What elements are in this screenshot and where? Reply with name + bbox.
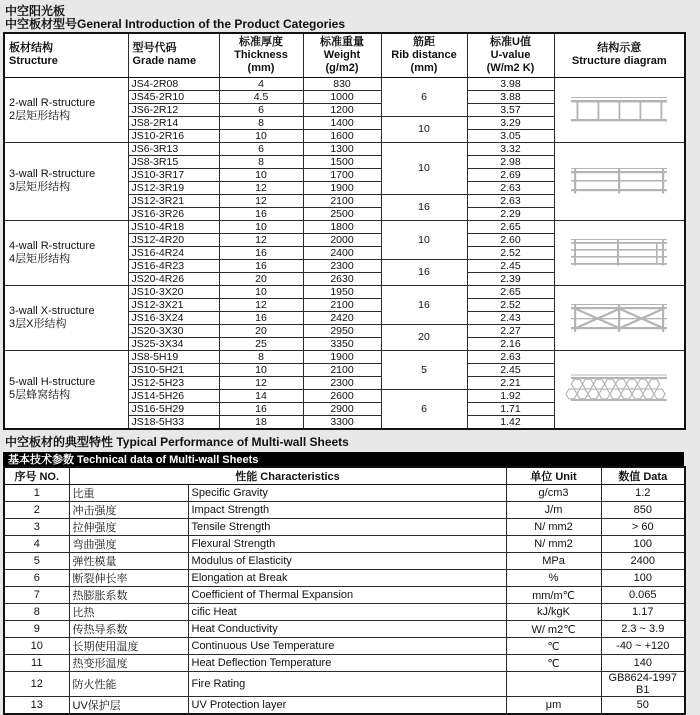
characteristic-zh-cell: 长期使用温度	[69, 638, 188, 655]
row-no-cell: 12	[4, 672, 69, 697]
data-cell: 2.3 ~ 3.9	[601, 621, 685, 638]
grade-cell: JS16-4R24	[128, 246, 219, 259]
structure-name-zh: 2层矩形结构	[9, 109, 71, 122]
data-cell: 850	[601, 502, 685, 519]
header-unit: (W/m2 K)	[486, 61, 535, 74]
thickness-cell: 4.5	[219, 90, 303, 103]
thickness-cell: 16	[219, 207, 303, 220]
weight-cell: 2900	[303, 402, 381, 415]
tech-row	[4, 519, 685, 536]
structure-name-en: 3-wall R-structure	[9, 168, 96, 180]
grade-cell: JS12-5H23	[128, 376, 219, 389]
row-no-cell: 7	[4, 587, 69, 604]
thickness-cell: 10	[219, 129, 303, 142]
weight-cell: 2600	[303, 389, 381, 402]
product-row	[4, 220, 685, 233]
thickness-cell: 12	[219, 181, 303, 194]
thickness-cell: 12	[219, 194, 303, 207]
grade-cell: JS14-5H26	[128, 389, 219, 402]
header-zh: 标准U值	[490, 35, 531, 48]
thickness-cell: 14	[219, 389, 303, 402]
row-no-cell: 11	[4, 655, 69, 672]
thickness-cell: 20	[219, 324, 303, 337]
u-value-cell: 2.63	[467, 181, 554, 194]
characteristic-en-cell: Specific Gravity	[188, 485, 506, 502]
thickness-cell: 16	[219, 259, 303, 272]
thickness-cell: 4	[219, 77, 303, 90]
weight-cell: 2420	[303, 311, 381, 324]
row-no-cell: 5	[4, 553, 69, 570]
weight-cell: 1900	[303, 350, 381, 363]
weight-cell: 1200	[303, 103, 381, 116]
u-value-cell: 2.27	[467, 324, 554, 337]
u-value-cell: 3.57	[467, 103, 554, 116]
data-cell: 100	[601, 536, 685, 553]
u-value-cell: 3.05	[467, 129, 554, 142]
u-value-cell: 3.88	[467, 90, 554, 103]
thickness-cell: 10	[219, 285, 303, 298]
rib-distance-cell: 20	[381, 324, 467, 350]
u-value-cell: 2.98	[467, 155, 554, 168]
data-cell: GB8624-1997 B1	[601, 672, 685, 697]
product-row	[4, 285, 685, 298]
structure-diagram-cell	[554, 77, 685, 142]
weight-cell: 2500	[303, 207, 381, 220]
rib-distance-cell: 5	[381, 350, 467, 389]
characteristic-en-cell: Fire Rating	[188, 672, 506, 697]
u-value-cell: 2.63	[467, 194, 554, 207]
structure-name-zh: 3层矩形结构	[9, 181, 71, 193]
col-header-weight	[303, 33, 381, 77]
grade-cell: JS6-2R12	[128, 103, 219, 116]
weight-cell: 2000	[303, 233, 381, 246]
weight-cell: 1700	[303, 168, 381, 181]
structure-cell	[4, 77, 128, 142]
grade-cell: JS18-5H33	[128, 415, 219, 429]
grade-cell: JS6-3R13	[128, 142, 219, 155]
u-value-cell: 2.45	[467, 259, 554, 272]
thickness-cell: 6	[219, 103, 303, 116]
header-zh: 标准重量	[320, 35, 364, 48]
characteristic-en-cell: Modulus of Elasticity	[188, 553, 506, 570]
unit-cell: N/ mm2	[506, 519, 601, 536]
grade-cell: JS10-5H21	[128, 363, 219, 376]
thickness-cell: 25	[219, 337, 303, 350]
col-header-thickness	[219, 33, 303, 77]
product-row	[4, 142, 685, 155]
thickness-cell: 12	[219, 298, 303, 311]
u-value-cell: 2.65	[467, 285, 554, 298]
weight-cell: 2630	[303, 272, 381, 285]
tech-header-bar: 基本技术参数 Technical data of Multi-wall Sheets	[3, 452, 684, 466]
structure-cell	[4, 142, 128, 220]
header-en: Rib distance	[391, 48, 457, 61]
header-en: Structure diagram	[571, 55, 667, 68]
u-value-cell: 2.63	[467, 350, 554, 363]
characteristic-zh-cell: 比热	[69, 604, 188, 621]
grade-cell: JS10-4R18	[128, 220, 219, 233]
unit-cell: N/ mm2	[506, 536, 601, 553]
grade-cell: JS12-3R19	[128, 181, 219, 194]
header-en: Weight	[323, 48, 361, 61]
rib-distance-cell: 16	[381, 285, 467, 324]
characteristic-zh-cell: 传热导系数	[69, 621, 188, 638]
characteristic-zh-cell: 断裂伸长率	[69, 570, 188, 587]
structure-name-zh: 4层矩形结构	[9, 252, 71, 265]
grade-cell: JS8-2R14	[128, 116, 219, 129]
unit-cell: μm	[506, 697, 601, 715]
thickness-cell: 6	[219, 142, 303, 155]
weight-cell: 1900	[303, 181, 381, 194]
thickness-cell: 10	[219, 220, 303, 233]
grade-cell: JS4-2R08	[128, 77, 219, 90]
data-cell: 0.065	[601, 587, 685, 604]
structure-diagram-cell	[554, 142, 685, 220]
rib-distance-cell: 16	[381, 259, 467, 285]
row-no-cell: 9	[4, 621, 69, 638]
rib-distance-cell: 6	[381, 389, 467, 429]
col-header-data: 数值 Data	[601, 467, 685, 485]
tech-row	[4, 655, 685, 672]
product-row	[4, 77, 685, 90]
weight-cell: 1800	[303, 220, 381, 233]
structure-name-en: 5-wall H-structure	[9, 376, 96, 388]
thickness-cell: 10	[219, 363, 303, 376]
x-3wall-diagram	[567, 301, 671, 335]
honeycomb-5wall-diagram	[567, 372, 671, 406]
header-en: Structure	[9, 55, 58, 68]
row-no-cell: 4	[4, 536, 69, 553]
header-zh: 结构示意	[597, 42, 642, 55]
unit-cell: MPa	[506, 553, 601, 570]
row-no-cell: 6	[4, 570, 69, 587]
characteristic-en-cell: Heat Conductivity	[188, 621, 506, 638]
row-no-cell: 2	[4, 502, 69, 519]
u-value-cell: 2.16	[467, 337, 554, 350]
grade-cell: JS8-5H19	[128, 350, 219, 363]
tech-row	[4, 638, 685, 655]
thickness-cell: 16	[219, 311, 303, 324]
col-header-structure-diagram	[554, 33, 685, 77]
unit-cell: kJ/kgK	[506, 604, 601, 621]
col-header-u-value	[467, 33, 554, 77]
characteristic-zh-cell: 热变形温度	[69, 655, 188, 672]
thickness-cell: 12	[219, 233, 303, 246]
grade-cell: JS16-3X24	[128, 311, 219, 324]
u-value-cell: 2.65	[467, 220, 554, 233]
col-header-unit: 单位 Unit	[506, 467, 601, 485]
characteristic-en-cell: Tensile Strength	[188, 519, 506, 536]
u-value-cell: 1.92	[467, 389, 554, 402]
thickness-cell: 20	[219, 272, 303, 285]
weight-cell: 1950	[303, 285, 381, 298]
structure-diagram-cell	[554, 220, 685, 285]
characteristic-zh-cell: 热膨胀系数	[69, 587, 188, 604]
tech-row	[4, 604, 685, 621]
tech-row	[4, 553, 685, 570]
grade-cell: JS16-4R23	[128, 259, 219, 272]
unit-cell: W/ m2℃	[506, 621, 601, 638]
tech-section-title: 中空板材的典型特性 Typical Performance of Multi-wall Sheets	[5, 435, 349, 449]
u-value-cell: 2.52	[467, 298, 554, 311]
col-header-characteristics: 性能 Characteristics	[69, 467, 506, 485]
weight-cell: 2300	[303, 259, 381, 272]
structure-name-en: 3-wall X-structure	[9, 304, 95, 317]
header-zh: 筋距	[413, 35, 435, 48]
rib-distance-cell: 10	[381, 142, 467, 194]
characteristic-en-cell: Coefficient of Thermal Expansion	[188, 587, 506, 604]
unit-cell	[506, 672, 601, 697]
thickness-cell: 12	[219, 376, 303, 389]
characteristic-zh-cell: 防火性能	[69, 672, 188, 697]
structure-diagram-cell	[554, 350, 685, 429]
grade-cell: JS12-4R20	[128, 233, 219, 246]
header-zh: 板材结构	[9, 42, 53, 55]
grade-cell: JS10-2R16	[128, 129, 219, 142]
page-title: 中空阳光板	[5, 4, 66, 18]
header-zh: 型号代码	[132, 42, 177, 55]
header-unit: (mm)	[247, 61, 275, 74]
rib-distance-cell: 16	[381, 194, 467, 220]
col-header-structure	[4, 33, 128, 77]
u-value-cell: 3.29	[467, 116, 554, 129]
thickness-cell: 8	[219, 155, 303, 168]
tech-tbody	[4, 485, 685, 715]
col-header-rib-distance	[381, 33, 467, 77]
grade-cell: JS20-3X30	[128, 324, 219, 337]
data-cell: 1.2	[601, 485, 685, 502]
u-value-cell: 2.52	[467, 246, 554, 259]
characteristic-en-cell: Continuous Use Temperature	[188, 638, 506, 655]
structure-name-zh: 5层蜂窝结构	[9, 389, 71, 401]
characteristic-en-cell: Heat Deflection Temperature	[188, 655, 506, 672]
row-no-cell: 1	[4, 485, 69, 502]
tech-header-row	[4, 467, 685, 485]
u-value-cell: 2.43	[467, 311, 554, 324]
tech-row	[4, 485, 685, 502]
rib-distance-cell: 10	[381, 220, 467, 259]
unit-cell: g/cm3	[506, 485, 601, 502]
tech-row	[4, 502, 685, 519]
weight-cell: 3300	[303, 415, 381, 429]
grade-cell: JS12-3R21	[128, 194, 219, 207]
weight-cell: 3350	[303, 337, 381, 350]
unit-cell: J/m	[506, 502, 601, 519]
structure-cell	[4, 285, 128, 350]
grade-cell: JS45-2R10	[128, 90, 219, 103]
page-subtitle: 中空板材型号General Introduction of the Product Categories	[5, 17, 346, 31]
u-value-cell: 2.29	[467, 207, 554, 220]
weight-cell: 1000	[303, 90, 381, 103]
col-header-grade-name	[128, 33, 219, 77]
rib-distance-cell: 6	[381, 77, 467, 116]
u-value-cell: 2.39	[467, 272, 554, 285]
header-en: Grade name	[132, 55, 197, 68]
u-value-cell: 1.71	[467, 402, 554, 415]
thickness-cell: 8	[219, 116, 303, 129]
weight-cell: 1500	[303, 155, 381, 168]
characteristic-zh-cell: 弯曲强度	[69, 536, 188, 553]
data-cell: 100	[601, 570, 685, 587]
u-value-cell: 2.69	[467, 168, 554, 181]
structure-diagram-cell	[554, 285, 685, 350]
u-value-cell: 3.32	[467, 142, 554, 155]
weight-cell: 2950	[303, 324, 381, 337]
characteristic-en-cell: cific Heat	[188, 604, 506, 621]
weight-cell: 1300	[303, 142, 381, 155]
row-no-cell: 8	[4, 604, 69, 621]
thickness-cell: 18	[219, 415, 303, 429]
tech-row	[4, 570, 685, 587]
u-value-cell: 1.42	[467, 415, 554, 429]
unit-cell: ℃	[506, 638, 601, 655]
structure-name-en: 4-wall R-structure	[9, 239, 96, 252]
row-no-cell: 13	[4, 697, 69, 715]
products-table-wrap	[3, 32, 684, 430]
tech-table	[3, 466, 686, 715]
header-unit: (mm)	[410, 61, 438, 74]
grade-cell: JS20-4R26	[128, 272, 219, 285]
structure-cell	[4, 350, 128, 429]
grade-cell: JS25-3X34	[128, 337, 219, 350]
data-cell: > 60	[601, 519, 685, 536]
data-cell: 1.17	[601, 604, 685, 621]
tech-row	[4, 697, 685, 715]
u-value-cell: 2.45	[467, 363, 554, 376]
data-cell: -40 ~ +120	[601, 638, 685, 655]
row-no-cell: 3	[4, 519, 69, 536]
weight-cell: 2400	[303, 246, 381, 259]
product-row	[4, 350, 685, 363]
thickness-cell: 16	[219, 402, 303, 415]
thickness-cell: 16	[219, 246, 303, 259]
row-no-cell: 10	[4, 638, 69, 655]
characteristic-zh-cell: 比重	[69, 485, 188, 502]
data-cell: 2400	[601, 553, 685, 570]
u-value-cell: 2.21	[467, 376, 554, 389]
data-cell: 140	[601, 655, 685, 672]
header-en: Thickness	[234, 48, 288, 61]
u-value-cell: 2.60	[467, 233, 554, 246]
tech-block	[3, 433, 684, 715]
weight-cell: 2100	[303, 298, 381, 311]
characteristic-en-cell: Impact Strength	[188, 502, 506, 519]
structure-name-en: 2-wall R-structure	[9, 96, 96, 109]
characteristic-en-cell: Flexural Strength	[188, 536, 506, 553]
rect-2wall-diagram	[567, 93, 671, 127]
col-header-no: 序号 NO.	[4, 467, 69, 485]
thickness-cell: 8	[219, 350, 303, 363]
unit-cell: mm/m℃	[506, 587, 601, 604]
data-cell: 50	[601, 697, 685, 715]
weight-cell: 830	[303, 77, 381, 90]
unit-cell: ℃	[506, 655, 601, 672]
header-unit: (g/m2)	[325, 61, 359, 74]
tech-row	[4, 621, 685, 638]
characteristic-zh-cell: UV保护层	[69, 697, 188, 715]
thickness-cell: 10	[219, 168, 303, 181]
tech-row	[4, 672, 685, 697]
characteristic-zh-cell: 弹性模量	[69, 553, 188, 570]
grade-cell: JS16-5H29	[128, 402, 219, 415]
rib-distance-cell: 10	[381, 116, 467, 142]
products-tbody	[4, 77, 685, 429]
tech-row	[4, 587, 685, 604]
weight-cell: 1400	[303, 116, 381, 129]
rect-3wall-diagram	[567, 164, 671, 198]
grade-cell: JS10-3R17	[128, 168, 219, 181]
characteristic-en-cell: UV Protection layer	[188, 697, 506, 715]
characteristic-en-cell: Elongation at Break	[188, 570, 506, 587]
weight-cell: 2100	[303, 194, 381, 207]
header-en: U-value	[490, 48, 531, 61]
weight-cell: 2100	[303, 363, 381, 376]
tech-row	[4, 536, 685, 553]
unit-cell: %	[506, 570, 601, 587]
weight-cell: 1600	[303, 129, 381, 142]
u-value-cell: 3.98	[467, 77, 554, 90]
characteristic-zh-cell: 冲击强度	[69, 502, 188, 519]
products-table	[3, 32, 686, 430]
products-header-row	[4, 33, 685, 77]
grade-cell: JS12-3X21	[128, 298, 219, 311]
rect-4wall-diagram	[567, 236, 671, 270]
grade-cell: JS16-3R26	[128, 207, 219, 220]
grade-cell: JS10-3X20	[128, 285, 219, 298]
structure-name-zh: 3层X形结构	[9, 317, 67, 330]
grade-cell: JS8-3R15	[128, 155, 219, 168]
header-zh: 标准厚度	[239, 35, 283, 48]
structure-cell	[4, 220, 128, 285]
weight-cell: 2300	[303, 376, 381, 389]
characteristic-zh-cell: 拉伸强度	[69, 519, 188, 536]
